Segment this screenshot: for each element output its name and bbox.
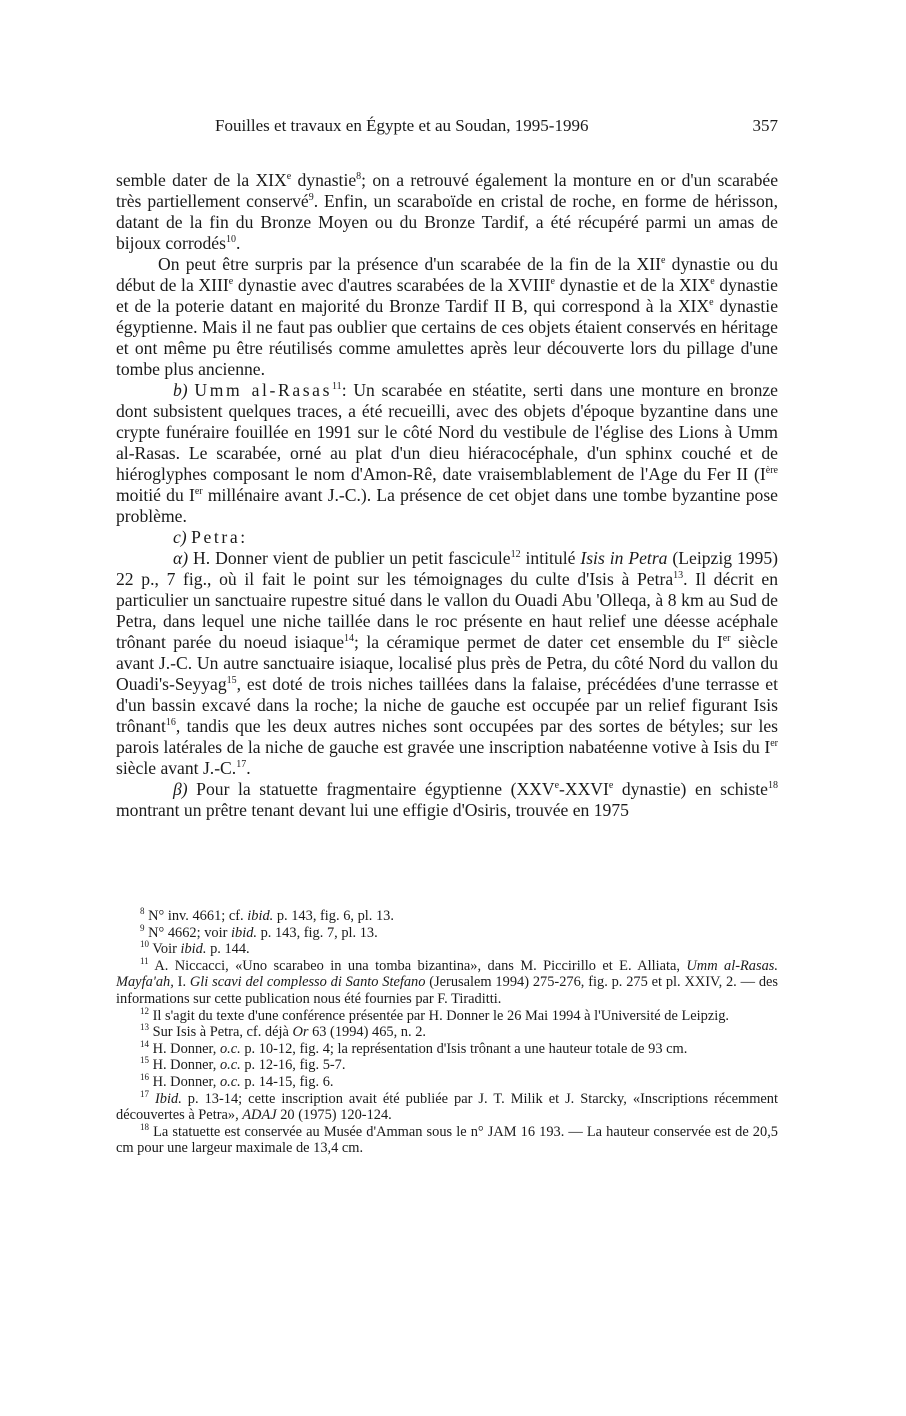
paragraph-petra-heading: c) Petra: — [173, 527, 246, 547]
paragraph-scarab-dating: On peut être surpris par la présence d'un scarabée de la fin de la XIIe dynastie ou du début de la XIIIe dynastie avec d'autres scarabées de la XVIIIe dynastie et de la XIXe dynastie et de la poterie datant en majorité du Bronze Tardif II B, qui correspond à la XIXe dynastie égyptienne. Mais il ne faut pas oublier que certains de ces objets étaient conservés en héritage et ont même pu être réutilisés comme amulettes après leur découverte lors du pillage d'une tombe plus ancienne. — [116, 254, 779, 379]
footnote-ref: 11 — [332, 381, 342, 393]
footnotes — [116, 908, 778, 1157]
place-heading: Petra — [191, 527, 241, 547]
footnote-9: $^9$ N° 4662; voir ibid. p. 143, fig. 7, pl. 13. — [140, 922, 378, 941]
footnote-13: $^{13}$ Sur Isis à Petra, cf. déjà Or 63 (1994) 465, n. 2. — [140, 1022, 426, 1041]
paragraph-statuette: β) Pour la statuette fragmentaire égyptienne (XXVe-XXVIe dynastie) en schiste$^{18}$ montrant un prêtre tenant devant lui une effigie d'Osiris, trouvée en 1975 — [116, 779, 778, 820]
page-number: 357 — [752, 116, 778, 135]
section-label: c) — [173, 527, 187, 547]
book-title: Isis in Petra — [580, 548, 668, 568]
subsection-label: β) — [173, 779, 188, 799]
place-heading: Umm al-Rasas — [194, 380, 333, 400]
footnote-ref: 8 — [356, 171, 362, 183]
footnote-10: $^{10}$ Voir ibid. p. 144. — [140, 939, 250, 958]
footnote-14: $^{14}$ H. Donner, o.c. p. 10-12, fig. 4; la représentation d'Isis trônant a une hauteur totale de 93 cm. — [140, 1038, 688, 1057]
footnote-17: $^{17}$ Ibid. p. 13-14; cette inscription avait été publiée par J. T. Milik et J. Starcky, «Inscriptions récemment découvertes à Petra», ADAJ 20 (1975) 120-124. — [116, 1088, 778, 1124]
footnote-8: $^8$ N° inv. 4661; cf. ibid. p. 143, fig. 6, pl. 13. — [140, 906, 394, 924]
running-header — [215, 116, 778, 140]
paragraph-umm-al-rasas: b) Umm al-Rasas$^{11}$: Un scarabée en stéatite, serti dans une monture en bronze dont subsistent quelques traces, a été recueilli, avec des objets d'époque byzantine dans une crypte funéraire fouillée en 1991 sur le côté Nord du vestibule de l'église des Lions à Umm al-Rasas. Le scarabée, orné au plat d'un dieu hiéracocéphale, d'un sphinx couché et de hiéroglyphes composant le nom d'Amon-Rê, date vraisemblablement de l'Age du Fer II (Ière moitié du Ier millénaire avant J.-C.). La présence de cet objet dans une tombe byzantine pose problème. — [116, 380, 778, 526]
footnote-18: $^{18}$ La statuette est conservée au Musée d'Amman sous le n° JAM 16 193. — La hauteur conservée est de 20,5 cm pour une largeur maximale de 13,4 cm. — [116, 1121, 778, 1157]
footnote-12: $^{12}$ Il s'agit du texte d'une conférence présentée par H. Donner le 26 Mai 1994 à l'Université de Leipzig. — [140, 1005, 729, 1024]
running-title: Fouilles et travaux en Égypte et au Soudan, 1995-1996 — [215, 116, 589, 135]
main-text — [116, 170, 778, 821]
footnote-15: $^{15}$ H. Donner, o.c. p. 12-16, fig. 5-7. — [140, 1055, 346, 1074]
paragraph-scarab-jewellery: semble dater de la XIXe dynastie$^8$; on a retrouvé également la monture en or d'un scarabée très partiellement conservé$^9$. Enfin, un scaraboïde en cristal de roche, en forme de hérisson, datant de la fin du Bronze Moyen ou du Bronze Tardif, a été récupéré parmi un amas de bijoux corrodés$^{10}$. — [116, 170, 779, 253]
paragraph-isis-in-petra: α) H. Donner vient de publier un petit fascicule$^{12}$ intitulé Isis in Petra (Leipzig 1995) 22 p., 7 fig., où il fait le point sur les témoignages du culte d'Isis à Petra$^{13}$. Il décrit en particulier un sanctuaire rupestre situé dans le vallon du Ouadi Abu 'Olleqa, à 8 km au Sud de Petra, dans lequel une niche taillée dans le roc présente en haut relief une déesse acéphale trônant parée du noeud isiaque$^{14}$; la céramique permet de dater cet ensemble du Ier siècle avant J.-C. Un autre sanctuaire isiaque, localisé plus près de Petra, du côté Nord du vallon du Ouadi's-Seyyag$^{15}$, est doté de trois niches taillées dans la falaise, précédées d'une terrasse et d'un bassin excavé dans la roche; la niche de gauche est occupée par un relief figurant Isis trônant$^{16}$, tandis que les deux autres niches sont occupées par des sortes de bétyles; sur les parois latérales de la niche de gauche est gravée une inscription nabatéenne votive à Isis du Ier siècle avant J.-C.$^{17}$. — [116, 548, 779, 778]
footnote-16: $^{16}$ H. Donner, o.c. p. 14-15, fig. 6. — [140, 1072, 334, 1090]
section-label: b) — [173, 380, 188, 400]
subsection-label: α) — [173, 548, 189, 568]
footnote-11: $^{11}$ A. Niccacci, «Uno scarabeo in una tomba bizantina», dans M. Piccirillo et E. Alliata, Umm al-Rasas. Mayfa'ah, I. Gli scavi del complesso di Santo Stefano (Jerusalem 1994) 275-276, fig. p. 275 et pl. XXIV, 2. — des informations sur cette publication nous été fournies par F. Tiraditti. — [116, 955, 779, 1007]
footnote-ref: 9 — [308, 192, 314, 204]
footnote-ref: 10 — [225, 234, 236, 246]
